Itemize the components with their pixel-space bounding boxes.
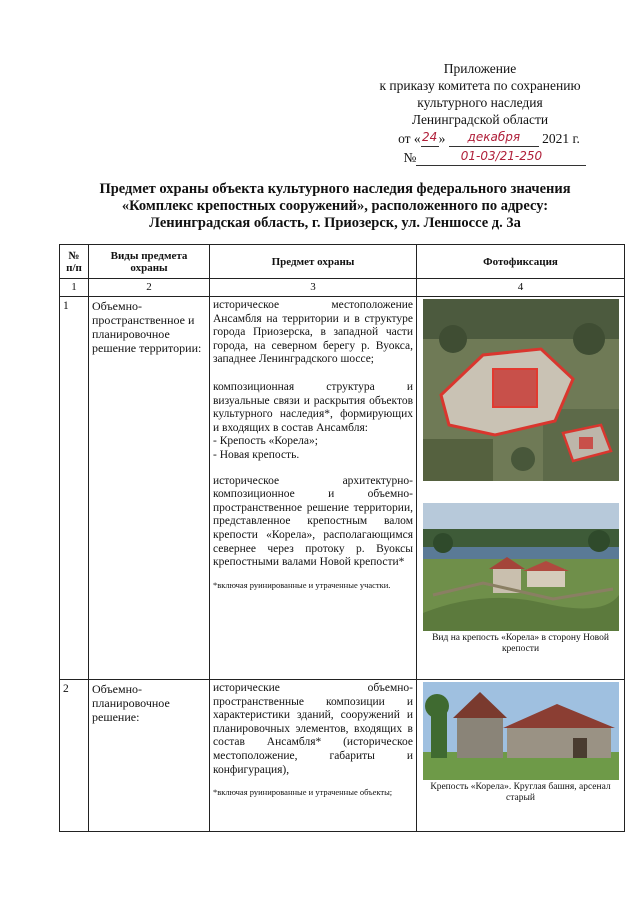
column-number-row (60, 279, 625, 297)
col-number: 1 (60, 279, 89, 297)
photo-caption: Вид на крепость «Корела» в сторону Новой крепости (432, 633, 609, 654)
subject-paragraph: историческое местоположение Ансамбля на территории и в структуре города Приозерска, в западной части города, на северном берегу р. Вуокса, западнее Ленинградского шоссе; (213, 299, 413, 366)
row-kind: Объемно-пространственное и планировочное решение территории: (89, 297, 210, 680)
appendix-year: 2021 г. (542, 131, 580, 146)
heading-line-2: «Комплекс крепостных сооружений», расположенного по адресу: (121, 198, 549, 214)
photo-cell (417, 297, 625, 680)
handwritten-month: декабря (467, 130, 521, 144)
col-number: 2 (89, 279, 210, 297)
row-subject (210, 297, 417, 680)
appendix-order-line-3: Ленинградской области (411, 112, 549, 127)
header-photo: Фотофиксация (417, 245, 625, 279)
subject-list-item: - Новая крепость. (213, 448, 300, 461)
subject-paragraph: исторические объемно-пространственные композиции и характеристики зданий, сооружений и планировочных элементов, входящих в состав Ансамбля* (историческое местоположение, габариты и конфигурация), (213, 682, 413, 776)
appendix-order-line: к приказу комитета по сохранению (379, 78, 581, 93)
round-tower-photo (423, 682, 619, 780)
photo-cell (417, 680, 625, 832)
table-row (60, 297, 625, 680)
subject-list-item: - Крепость «Корела»; (213, 435, 318, 448)
fortress-view-photo (423, 503, 619, 631)
col-number: 4 (417, 279, 625, 297)
header-subject: Предмет охраны (210, 245, 417, 279)
row-number: 1 (60, 297, 89, 680)
handwritten-day: 24 (422, 130, 438, 144)
heading-line-1: Предмет охраны объекта культурного наследия федерального значения (99, 181, 571, 197)
document-heading (75, 181, 595, 232)
appendix-title: Приложение (443, 61, 517, 76)
row-number: 2 (60, 680, 89, 832)
subject-paragraph: композиционная структура и визуальные связи и раскрытия объектов культурного наследия*, формирующих и входящих в состав Ансамбля: - Крепость «Корела»; - Новая крепость. (213, 380, 413, 461)
header-kind: Виды предмета охраны (89, 245, 210, 279)
col-number: 3 (210, 279, 417, 297)
row-subject (210, 680, 417, 832)
appendix-block (360, 60, 600, 166)
footnote: *включая руинированные и утраченные участки. (213, 579, 391, 590)
table-header-row (60, 245, 625, 279)
handwritten-number: 01-03/21-250 (460, 149, 543, 163)
aerial-plan-photo (423, 299, 619, 481)
photo-caption: Крепость «Корела». Круглая башня, арсенал старый (430, 782, 611, 803)
heading-line-3: Ленинградская область, г. Приозерск, ул. Леншоссе д. 3а (149, 215, 521, 231)
appendix-order-line-2: культурного наследия (417, 95, 543, 110)
header-num: № п/п (60, 245, 89, 279)
table-row (60, 680, 625, 832)
appendix-date-line: от «24» декабря 2021 г. (398, 130, 580, 146)
subject-paragraph: историческое архитектурно-композиционное и объемно-пространственное решение территории, представленное крепостным валом крепости «Корела», располагающимся севернее через протоку р. Вуоксы крепостными валами Новой крепости* (213, 474, 413, 569)
protection-table (59, 244, 625, 832)
row-kind: Объемно-планировочное решение: (89, 680, 210, 832)
appendix-number-line: № 01-03/21-250 (360, 147, 600, 166)
footnote: *включая руинированные и утраченные объекты; (213, 787, 393, 798)
